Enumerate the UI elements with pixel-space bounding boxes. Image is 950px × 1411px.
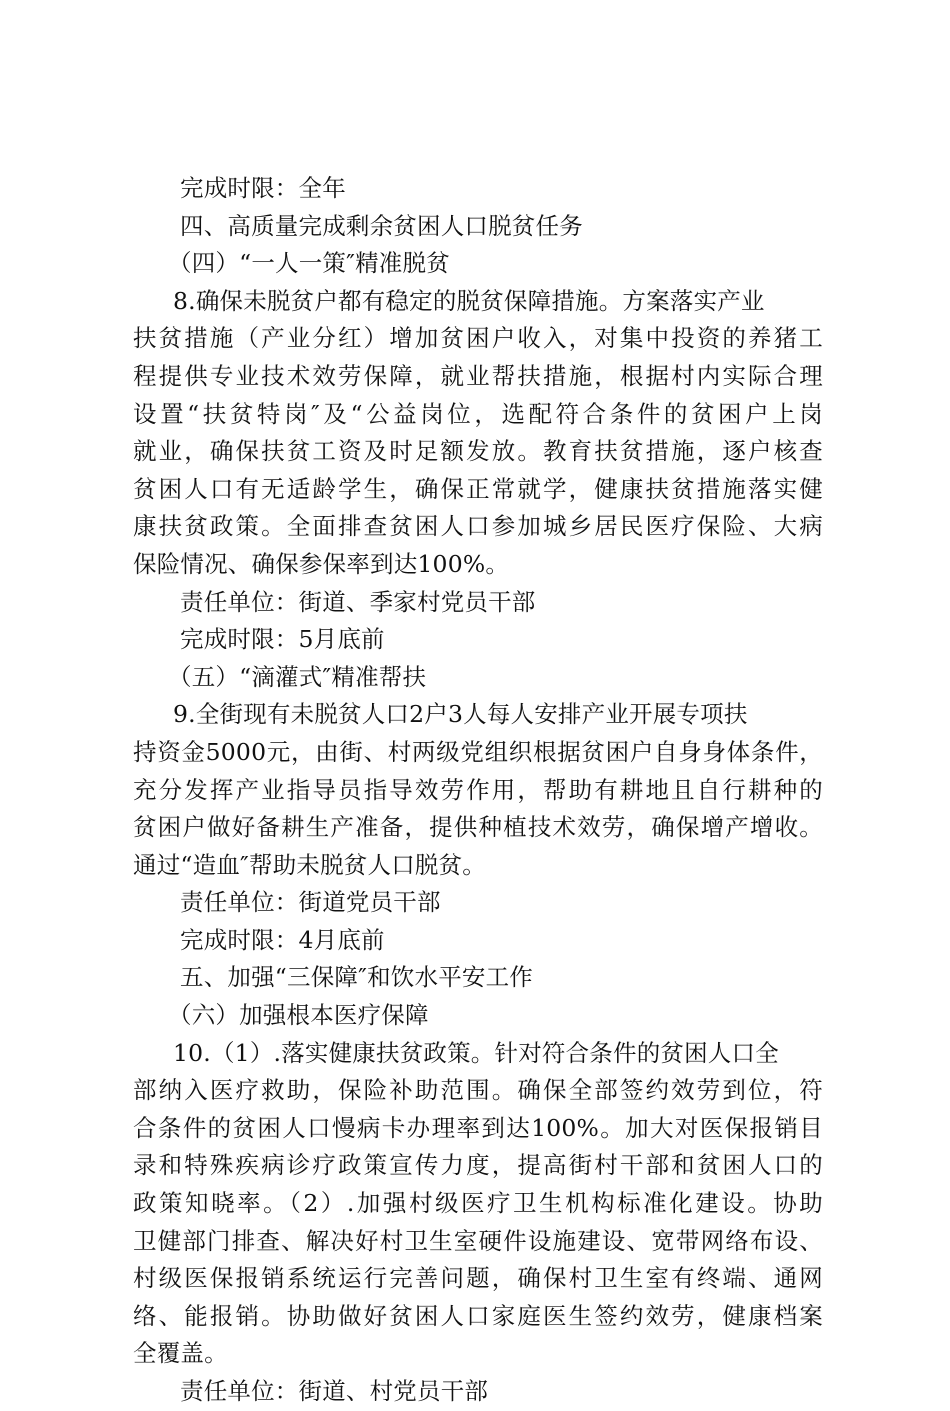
paragraph-line: 村级医保报销系统运行完善问题，确保村卫生室有终端、通网: [133, 1264, 823, 1293]
subsection-heading: （四）“一人一策″精准脱贫: [168, 249, 450, 278]
responsible-unit-line: 责任单位：街道、村党员干部: [180, 1377, 489, 1405]
deadline-line: 完成时限：全年: [180, 174, 346, 202]
paragraph-line: 通过“造血″帮助未脱贫人口脱贫。: [133, 850, 486, 879]
paragraph-line: 保险情况、确保参保率到达100%。: [133, 549, 510, 578]
paragraph-line: 络、能报销。协助做好贫困人口家庭医生签约效劳，健康档案: [133, 1301, 823, 1330]
paragraph-line: 9.全街现有未脱贫人口2户3人每人安排产业开展专项扶: [173, 700, 748, 729]
paragraph-line: 持资金5000元，由街、村两级党组织根据贫困户自身身体条件，: [133, 737, 823, 766]
section-heading: 五、加强“三保障″和饮水平安工作: [180, 963, 533, 992]
paragraph-line: 贫困人口有无适龄学生，确保正常就学，健康扶贫措施落实健: [133, 474, 823, 503]
paragraph-line: 合条件的贫困人口慢病卡办理率到达100%。加大对医保报销目: [133, 1113, 823, 1142]
paragraph-line: 设置“扶贫特岗″及“公益岗位，选配符合条件的贫困户上岗: [133, 399, 823, 428]
document-body: [133, 170, 823, 1411]
deadline-line: 完成时限：5月底前: [180, 625, 385, 654]
deadline-line: 完成时限：4月底前: [180, 925, 385, 954]
paragraph-line: 政策知晓率。（2）.加强村级医疗卫生机构标准化建设。协助: [133, 1189, 823, 1218]
paragraph-line: 贫困户做好备耕生产准备，提供种植技术效劳，确保增产增收。: [133, 813, 823, 842]
paragraph-line: 全覆盖。: [133, 1339, 228, 1368]
paragraph-line: 8.确保未脱贫户都有稳定的脱贫保障措施。方案落实产业: [173, 286, 765, 315]
paragraph-line: 10.（1）.落实健康扶贫政策。针对符合条件的贫困人口全: [173, 1038, 779, 1067]
paragraph-line: 就业，确保扶贫工资及时足额发放。教育扶贫措施，逐户核查: [133, 437, 823, 466]
responsible-unit-line: 责任单位：街道、季家村党员干部: [180, 587, 536, 616]
paragraph-line: 部纳入医疗救助，保险补助范围。确保全部签约效劳到位，符: [133, 1076, 823, 1105]
responsible-unit-line: 责任单位：街道党员干部: [180, 888, 441, 917]
subsection-heading: （六）加强根本医疗保障: [168, 1001, 429, 1030]
paragraph-line: 录和特殊疾病诊疗政策宣传力度，提高街村干部和贫困人口的: [133, 1151, 823, 1180]
paragraph-line: 充分发挥产业指导员指导效劳作用，帮助有耕地且自行耕种的: [133, 775, 823, 804]
paragraph-line: 康扶贫政策。全面排查贫困人口参加城乡居民医疗保险、大病: [133, 512, 823, 541]
paragraph-line: 程提供专业技术效劳保障，就业帮扶措施，根据村内实际合理: [133, 361, 823, 390]
section-heading: 四、高质量完成剩余贫困人口脱贫任务: [180, 211, 583, 240]
subsection-heading: （五）“滴灌式″精准帮扶: [168, 662, 427, 691]
paragraph-line: 扶贫措施（产业分红）增加贫困户收入，对集中投资的养猪工: [133, 324, 823, 353]
paragraph-line: 卫健部门排查、解决好村卫生室硬件设施建设、宽带网络布设、: [133, 1226, 823, 1255]
